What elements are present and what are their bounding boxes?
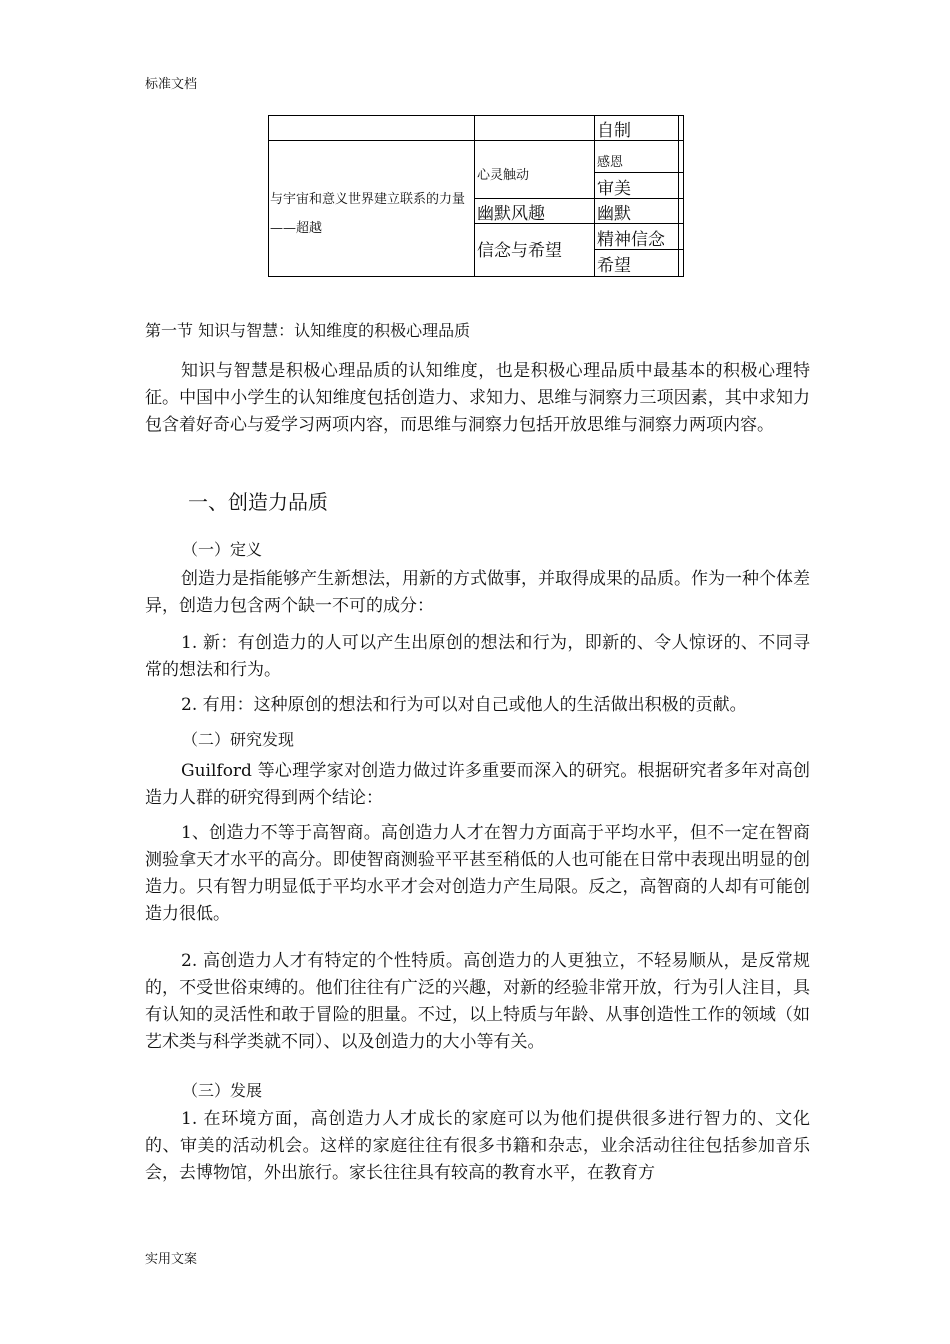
page-header: 标准文档 (145, 77, 198, 92)
virtue-table (268, 115, 684, 277)
table-row-divider-2 (594, 172, 684, 173)
heading-creativity: 一、创造力品质 (188, 490, 328, 514)
section-title: 第一节 知识与智慧：认知维度的积极心理品质 (145, 321, 471, 340)
table-cell-aesthetics: 审美 (597, 179, 631, 199)
development-item-1: 1. 在环境方面，高创造力人才成长的家庭可以为他们提供很多进行智力的、文化的、审美的活动机会。这样的家庭往往有很多书籍和杂志，业余活动往往包括参加音乐会，去博物馆，外出旅行。家长往往具有较高的教育水平，在教育方 (145, 1109, 810, 1183)
table-cell-faith-hope: 信念与希望 (477, 241, 562, 261)
findings-item-1: 1、创造力不等于高智商。高创造力人才在智力方面高于平均水平，但不一定在智商测验拿天才水平的高分。即使智商测验平平甚至稍低的人也可能在日常中表现出明显的创造力。只有智力明显低于平均水平才会对创造力产生局限。反之，高智商的人却有可能创造力很低。 (145, 823, 810, 924)
subheading-development: （三）发展 (182, 1081, 263, 1100)
intro-paragraph: 知识与智慧是积极心理品质的认知维度，也是积极心理品质中最基本的积极心理特征。中国中小学生的认知维度包括创造力、求知力、思维与洞察力三项因素，其中求知力包含着好奇心与爱学习两项内容，而思维与洞察力包括开放思维与洞察力两项内容。 (145, 361, 810, 435)
subheading-definition: （一）定义 (182, 540, 263, 559)
subheading-findings: （二）研究发现 (182, 730, 295, 749)
page-footer: 实用文案 (145, 1252, 198, 1267)
table-cell-spiritual-belief: 精神信念 (597, 230, 665, 250)
findings-item-2: 2. 高创造力人才有特定的个性特质。高创造力的人更独立，不轻易顺从，是反常规的，不受世俗束缚的。他们往往有广泛的兴趣，对新的经验非常开放，行为引人注目，具有认知的灵活性和敢于冒险的胆量。不过，以上特质与年龄、从事创造性工作的领域（如艺术类与科学类就不同）、以及创造力的大小等有关。 (145, 951, 810, 1052)
table-cell-humor: 幽默 (597, 204, 631, 224)
table-cell-transcendence: 与宇宙和意义世界建立联系的力量——超越 (270, 192, 466, 236)
table-cell-self-control: 自制 (597, 121, 631, 141)
definition-item-1: 1. 新：有创造力的人可以产生出原创的想法和行为，即新的、令人惊讶的、不同寻常的想法和行为。 (145, 633, 810, 680)
table-cell-hope: 希望 (597, 256, 631, 276)
definition-paragraph: 创造力是指能够产生新想法，用新的方式做事，并取得成果的品质。作为一种个体差异，创造力包含两个缺一不可的成分： (145, 569, 810, 616)
table-cell-humor-wit: 幽默风趣 (477, 204, 545, 224)
definition-item-2: 2. 有用：这种原创的想法和行为可以对自己或他人的生活做出积极的贡献。 (181, 695, 747, 715)
table-cell-heart-touching: 心灵触动 (477, 168, 530, 183)
findings-paragraph: Guilford 等心理学家对创造力做过许多重要而深入的研究。根据研究者多年对高创造力人群的研究得到两个结论： (145, 761, 810, 808)
table-cell-gratitude: 感恩 (597, 155, 624, 170)
